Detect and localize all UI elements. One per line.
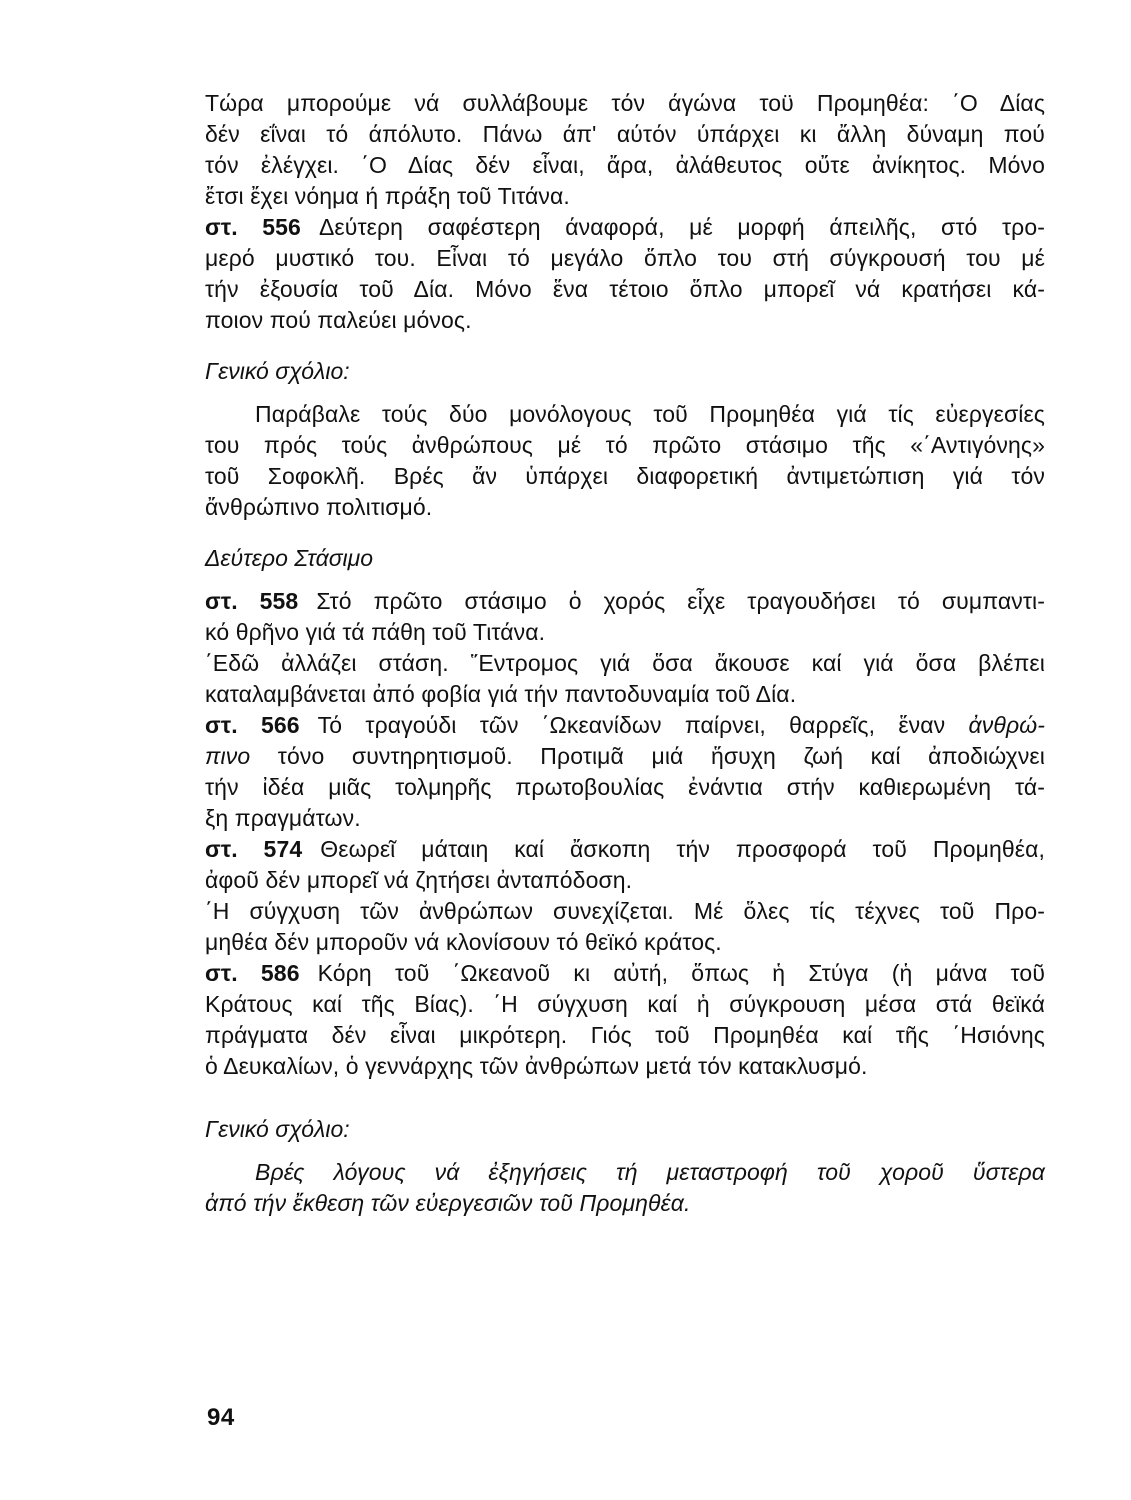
text-line: ποιον πού παλεύει μόνος. xyxy=(205,307,472,333)
text-line: Βρές λόγους νά ἐξηγήσεις τή μεταστροφή τοῦ χοροῦ ὕστερα xyxy=(255,1159,1045,1185)
note-556 xyxy=(205,212,1045,336)
text-line: Κράτους καί τῆς Βίας). ΄Η σύγχυση καί ἡ σύγκρουση μέσα στά θεϊκά xyxy=(205,991,1045,1017)
text-line: ἔτσι ἔχει νόημα ή πράξη τοῦ Τιτάνα. xyxy=(205,183,570,209)
verse-label: στ. 574 xyxy=(205,836,303,862)
italic-word: πινο xyxy=(205,743,251,769)
text-line: Τώρα μπορούμε νά συλλάβουμε τόν άγώνα τοϋ Προμηθέα: ΄Ο Δίας xyxy=(205,90,1045,116)
text-line: ἀφοῦ δέν μπορεῖ νά ζητήσει ἀνταπόδοση. xyxy=(205,867,633,893)
text-line: δέν εΐναι τό άπόλυτο. Πάνω άπ' αύτόν ύπάρχει κι ἄλλη δύναμη πού xyxy=(205,121,1045,147)
verse-label: στ. 566 xyxy=(205,712,300,738)
text-line: τόν ἐλέγχει. ΄Ο Δίας δέν εἶναι, ἄρα, ἀλάθευτος οὔτε ἀνίκητος. Μόνο xyxy=(205,152,1045,178)
verse-label: στ. 558 xyxy=(205,588,299,614)
note-566 xyxy=(205,710,1045,834)
text-line: κό θρῆνο γιά τά πάθη τοῦ Τιτάνα. xyxy=(205,619,546,645)
general-comment-2 xyxy=(205,1114,1045,1219)
text-line: ἀπό τήν ἔκθεση τῶν εὐεργεσιῶν τοῦ Προμηθέα. xyxy=(205,1190,691,1216)
text-line: πράγματα δέν εἶναι μικρότερη. Γιός τοῦ Προμηθέα καί τῆς ΄Ησιόνης xyxy=(205,1022,1045,1048)
verse-label: στ. 556 xyxy=(205,214,301,240)
text-line: τήν ἰδέα μιᾶς τολμηρῆς πρωτοβουλίας ἐνάντια στήν καθιερωμένη τά- xyxy=(205,774,1045,800)
text-line: τήν ἐξουσία τοῦ Δία. Μόνο ἕνα τέτοιο ὅπλο μπορεῖ νά κρατήσει κά- xyxy=(205,276,1045,302)
note-558 xyxy=(205,586,1045,710)
text-line: Δεύτερη σαφέστερη άναφορά, μέ μορφή άπειλῆς, στό τρο- xyxy=(318,214,1045,240)
comment-heading: Γενικό σχόλιο: xyxy=(205,1116,350,1142)
italic-word: ἀνθρώ- xyxy=(968,712,1045,738)
note-574 xyxy=(205,834,1045,958)
text-line: καταλαμβάνεται ἀπό φοβία γιά τήν παντοδυναμία τοῦ Δία. xyxy=(205,681,797,707)
text-line: Θεωρεῖ μάταιη καί ἄσκοπη τήν προσφορά τοῦ Προμηθέα, xyxy=(320,836,1045,862)
text-line: τόνο συντηρητισμοῦ. Προτιμᾶ μιά ἥσυχη ζωή καί ἀποδιώχνει xyxy=(277,743,1045,769)
text-line: ΄Εδῶ ἀλλάζει στάση. ῞Εντρομος γιά ὅσα ἄκουσε καί γιά ὅσα βλέπει xyxy=(205,650,1045,676)
page-body xyxy=(205,88,1045,1219)
text-line: Παράβαλε τούς δύο μονόλογους τοῦ Προμηθέα γιά τίς εὐεργεσίες xyxy=(255,401,1045,427)
verse-label: στ. 586 xyxy=(205,960,300,986)
comment-heading: Γενικό σχόλιο: xyxy=(205,358,350,384)
text-line: ἄνθρώπινο πολιτισμό. xyxy=(205,494,433,520)
section-heading: Δεύτερο Στάσιμο xyxy=(205,545,374,571)
page-number: 94 xyxy=(207,1404,235,1431)
intro-paragraph xyxy=(205,88,1045,212)
text-line: Κόρη τοῦ ΄Ωκεανοῦ κι αὐτή, ὅπως ἡ Στύγα (ἡ μάνα τοῦ xyxy=(317,960,1045,986)
text-line: τοῦ Σοφοκλῆ. Βρές ἄν ὑπάρχει διαφορετική ἀντιμετώπιση γιά τόν xyxy=(205,463,1045,489)
text-line: του πρός τούς ἀνθρώπους μέ τό πρῶτο στάσιμο τῆς «΄Αντιγόνης» xyxy=(205,432,1045,458)
text-line: Τό τραγούδι τῶν ΄Ωκεανίδων παίρνει, θαρρεῖς, ἕναν xyxy=(317,712,946,738)
note-586 xyxy=(205,958,1045,1082)
text-line: μηθέα δέν μποροῦν νά κλονίσουν τό θεϊκό κράτος. xyxy=(205,929,722,955)
text-line: ὁ Δευκαλίων, ὁ γεννάρχης τῶν ἀνθρώπων μετά τόν κατακλυσμό. xyxy=(205,1053,868,1079)
text-line: μερό μυστικό του. Εἶναι τό μεγάλο ὅπλο του στή σύγκρουσή του μέ xyxy=(205,245,1045,271)
general-comment-1 xyxy=(205,356,1045,523)
text-line: ΄Η σύγχυση τῶν ἀνθρώπων συνεχίζεται. Μέ ὅλες τίς τέχνες τοῦ Προ- xyxy=(205,898,1045,924)
text-line: Στό πρῶτο στάσιμο ὁ χορός εἶχε τραγουδήσει τό συμπαντι- xyxy=(316,588,1045,614)
text-line: ξη πραγμάτων. xyxy=(205,805,361,831)
